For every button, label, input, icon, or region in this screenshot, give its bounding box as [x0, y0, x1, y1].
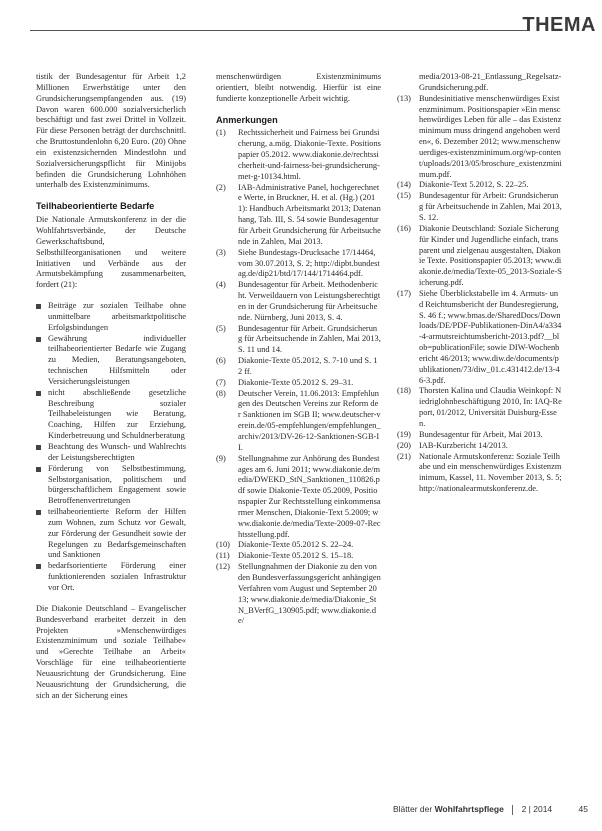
list-item: Gewährung individueller teilhabeorientierter Bedarfe wie Zugang zu Medien, Beratungsangeboten, technischen Hilfsmitteln oder Versicherungsleistungen [36, 334, 186, 388]
note-text: Diakonie-Texte 05.2012 S. 29–31. [238, 377, 354, 387]
note-number: (8) [216, 388, 226, 398]
note-text: IAB-Administrative Panel, hochgerechnete Werte, in Bruckner, H. et al. (Hg.) (2011): Handbuch Arbeitsmarkt 2013; Datenanhang, Tab. III, S. 54 sowie Bundesagentur für Arbeit Grundsicherung für Arbeitsuchende in Zahlen, Mai 2013. [238, 182, 381, 246]
note-number: (4) [216, 280, 226, 290]
note-text: media/2013-08-21_Entlassung_Regelsatz-Grundsicherung.pdf. [419, 72, 562, 92]
note-number: (7) [216, 377, 226, 387]
section-heading: Teilhabeorientierte Bedarfe [36, 201, 155, 212]
column-left [36, 72, 186, 711]
section-title: THEMA [522, 14, 596, 36]
note-number: (6) [216, 356, 226, 366]
note-item [216, 183, 381, 248]
note-item [216, 389, 381, 454]
notes-list [397, 72, 562, 495]
footer-divider [512, 805, 513, 815]
note-number: (10) [216, 540, 230, 550]
note-number: (9) [216, 453, 226, 463]
note-item [216, 454, 381, 541]
note-item [397, 452, 562, 495]
note-number: (20) [397, 440, 411, 450]
notes-list [216, 128, 381, 627]
paragraph: Die Nationale Armutskonferenz in der die Wohlfahrtsverbände, der Deutsche Gewerkschaftsbund, Selbsthilfeorganisationen und weitere Initiativen und Verbände aus der Armutsbekämpfung zusammenarbeiten, fordert (21): [36, 215, 186, 290]
page-number: 45 [578, 804, 588, 815]
note-number: (21) [397, 451, 411, 461]
list-item: teilhabeorientierte Reform der Hilfen zum Wohnen, zum Schutz vor Gewalt, zur Förderung der Gesundheit sowie der Regelungen zu Bedarfsgemeinschaften und Sanktionen [36, 507, 186, 561]
issue-number: 2 | 2014 [521, 804, 553, 815]
note-item [397, 191, 562, 224]
note-number: (15) [397, 191, 411, 201]
note-text: Diakonie-Text 5.2012, S. 22–25. [419, 180, 529, 190]
list-item: Beachtung des Wunsch- und Wahlrechts der Leistungsberechtigten [36, 442, 186, 464]
note-text: Siehe Bundestags-Drucksache 17/14464, vom 30.07.2013, S. 2; http://dipbt.bundestag.de/dip21/btd/17/144/1714464.pdf. [238, 247, 380, 279]
note-text: IAB-Kurzbericht 14/2013. [419, 440, 508, 450]
column-right [397, 72, 562, 495]
note-item [397, 94, 562, 181]
note-item [216, 324, 381, 357]
paragraph: tistik der Bundesagentur für Arbeit 1,2 Millionen Erwerbstätige unter den Grundsicherungsempfangenden aus. (19) Davon waren 600.000 sozialversicherlich beschäftigt und fast zwei Drittel in Vollzeit. Für diese Personen beträgt der durchschnittl. che Bruttostundenlohn 6,20 Euro. (20) Ohne ein existenzsichernden Mindestlohn und Sozialversicherungspflicht für Minijobs befinden die Grundsicherung Lohnhöhen unterhalb des Existenzminimums. [36, 72, 186, 190]
note-text: Nationale Armutskonferenz: Soziale Teilhabe und ein menschenwürdiges Existenzminimum, Kassel, 11. November 2013, S. 5; http://nationalearmutskonferenz.de. [419, 451, 562, 494]
list-item: nicht abschließende gesetzliche Beschreibung sozialer Teilhabeleistungen wie Beratung, Coaching, Hilfen zur Erziehung, Kinderbetreuung und Schuldnerberatung [36, 388, 186, 442]
note-number: (3) [216, 247, 226, 257]
note-item [216, 128, 381, 182]
list-item: bedarfsorientierte Förderung einer funktionierenden sozialen Infrastruktur vor Ort. [36, 561, 186, 594]
note-text: Diakonie Deutschland: Soziale Sicherung für Kinder und Jugendliche einfach, transparent und zielgenau ausgestalten, Diakonie Texte. Positionspapier 05.2013; www.diakonie.de/media/Texte-05_2013-Soziale-Sicherung.pdf. [419, 223, 562, 288]
note-text: Stellungnahmen der Diakonie zu den von den Bundesverfassungsgericht anhängigen Verfahren vom August und September 2013; www.diakonie.de/media/Diakonie_StN_BVerfG_130905.pdf; www.diakonie.de/ [238, 562, 381, 626]
list-item: Beiträge zur sozialen Teilhabe ohne unmittelbare arbeitsmarktpolitische Erfolgsbindungen [36, 301, 186, 334]
note-item [216, 280, 381, 323]
note-number [397, 72, 419, 94]
note-item [397, 180, 562, 191]
note-item [397, 386, 562, 429]
header-rule [30, 30, 528, 31]
note-item [216, 378, 381, 389]
note-number: (13) [397, 93, 411, 103]
note-item [216, 551, 381, 562]
note-text: Diakonie-Texte 05.2012 S. 15–18. [238, 551, 354, 561]
note-item [397, 72, 562, 94]
note-text: Bundesagentur für Arbeit. Grundsicherung für Arbeitsuchende in Zahlen, Mai 2013, S. 11 und 14. [238, 323, 381, 355]
note-number: (16) [397, 223, 411, 233]
note-text: Rechtssicherheit und Fairness bei Grundsicherung, a.mög. Diakonie-Texte. Positionspapier 05.2012. www.diakonie.de/rechtssicherheit-und-fairness-bei-grundsicherung-met-g-10134.html. [238, 128, 381, 181]
list-item: Förderung von Selbstbestimmung, Selbstorganisation, politischem und bürgerschaftlichem Engagement sowie Betroffenenvertretungen [36, 464, 186, 507]
note-text: Diakonie-Texte 05.2012, S. 7-10 und S. 12 ff. [238, 356, 378, 376]
note-item [216, 562, 381, 627]
note-number: (2) [216, 182, 226, 192]
journal-name-prefix: Blätter der [392, 804, 435, 815]
note-item [216, 540, 381, 551]
note-item [216, 356, 381, 378]
note-text: Thorsten Kalina und Claudia Weinkopf: Niedriglohnbeschäftigung 2010, In: IAQ-Report, 01/2012, Universität Duisburg-Essen. [419, 386, 562, 428]
note-item [397, 430, 562, 441]
note-number: (12) [216, 562, 230, 572]
note-text: Bundesagentur für Arbeit, Mai 2013. [419, 429, 543, 439]
journal-name-bold: Wohlfahrtspflege [434, 804, 504, 815]
note-text: Bundesagentur für Arbeit. Methodenbericht. Verweildauern von Leistungsberechtigten in der Grundsicherung für Arbeitsuchende. Nürnberg, Juni 2013, S. 4. [238, 280, 381, 322]
paragraph: menschenwürdigen Existenzminimums orientiert, bleibt notwendig. Hierfür ist eine fundierte konzeptionelle Arbeit wichtig. [216, 72, 381, 103]
note-number: (14) [397, 180, 411, 190]
paragraph: Die Diakonie Deutschland – Evangelischer Bundesverband erarbeitet derzeit in den Projekten »Menschenwürdiges Existenzminimum und soziale Teilhabe« und »Gerechte Teilhabe an Arbeit« Vorschläge für eine teilhabeorientierte Neuausrichtung der Grundsicherung. Eine Neuausrichtung der Grundsicherung, die sich an der Sicherung eines [36, 603, 186, 700]
note-item [397, 224, 562, 289]
column-middle [216, 72, 381, 627]
note-text: Bundesagentur für Arbeit: Grundsicherung für Arbeitsuchende in Zahlen, Mai 2013, S. 12. [419, 191, 562, 222]
note-number: (19) [397, 429, 411, 439]
notes-heading: Anmerkungen [216, 114, 278, 125]
note-number: (11) [216, 551, 230, 561]
demands-list [36, 301, 186, 594]
note-text: Bundesinitiative menschenwürdiges Existenzminimum. Positionspapier »Ein menschenwürdiges Leben für alle – das Existenzminimum muss dringend angehoben werden«, 6. Dezember 2012; www.menschenwuerdiges-existenzminimum.org/wp-content/uploads/2013/05/broschure_existenzminimum.pdf. [419, 93, 562, 179]
note-number: (5) [216, 323, 226, 333]
note-text: Stellungnahme zur Anhörung des Bundestages am 6. Juni 2011; www.diakonie.de/media/DWEKD_StN_Sanktionen_110826.pdf sowie Diakonie-Texte 05.2009, Positionspapier Zur Rechtsstellung einkommensarmer Menschen, Diakonie-Text 5.2009; www.diakonie.de/media/Texte-2009-07-Rechtsstellung.pdf. [238, 453, 381, 539]
note-number: (17) [397, 288, 411, 298]
note-text: Deutscher Verein, 11.06.2013: Empfehlungen des Deutschen Vereins zur Reform der Sanktionen im SGB II; www.deutscher-verein.de/05-empfehlungen/empfehlungen_archiv/2013/DV-26-12-Sanktionen-SGB-II. [238, 388, 381, 452]
note-item [397, 441, 562, 452]
note-item [216, 248, 381, 281]
note-number: (1) [216, 128, 226, 138]
note-item [397, 289, 562, 387]
note-text: Siehe Überblickstabelle im 4. Armuts- und Reichtumsbericht der Bundesregierung, S. 46 f.; www.bmas.de/SharedDocs/Downloads/DE/PDF-Publikationen-DinA4/a334-4-armutsreichtumsbericht-2013.pdf?__blob=publicationFile; sowie DIW-Wochenbericht 46/2013; www.diw.de/documents/publikationen/73/diw_01.c.431412.de/13-46-3.pdf. [419, 288, 562, 385]
note-number: (18) [397, 386, 411, 396]
page-footer [393, 804, 588, 815]
note-text: Diakonie-Texte 05.2012 S. 22–24. [238, 540, 354, 550]
